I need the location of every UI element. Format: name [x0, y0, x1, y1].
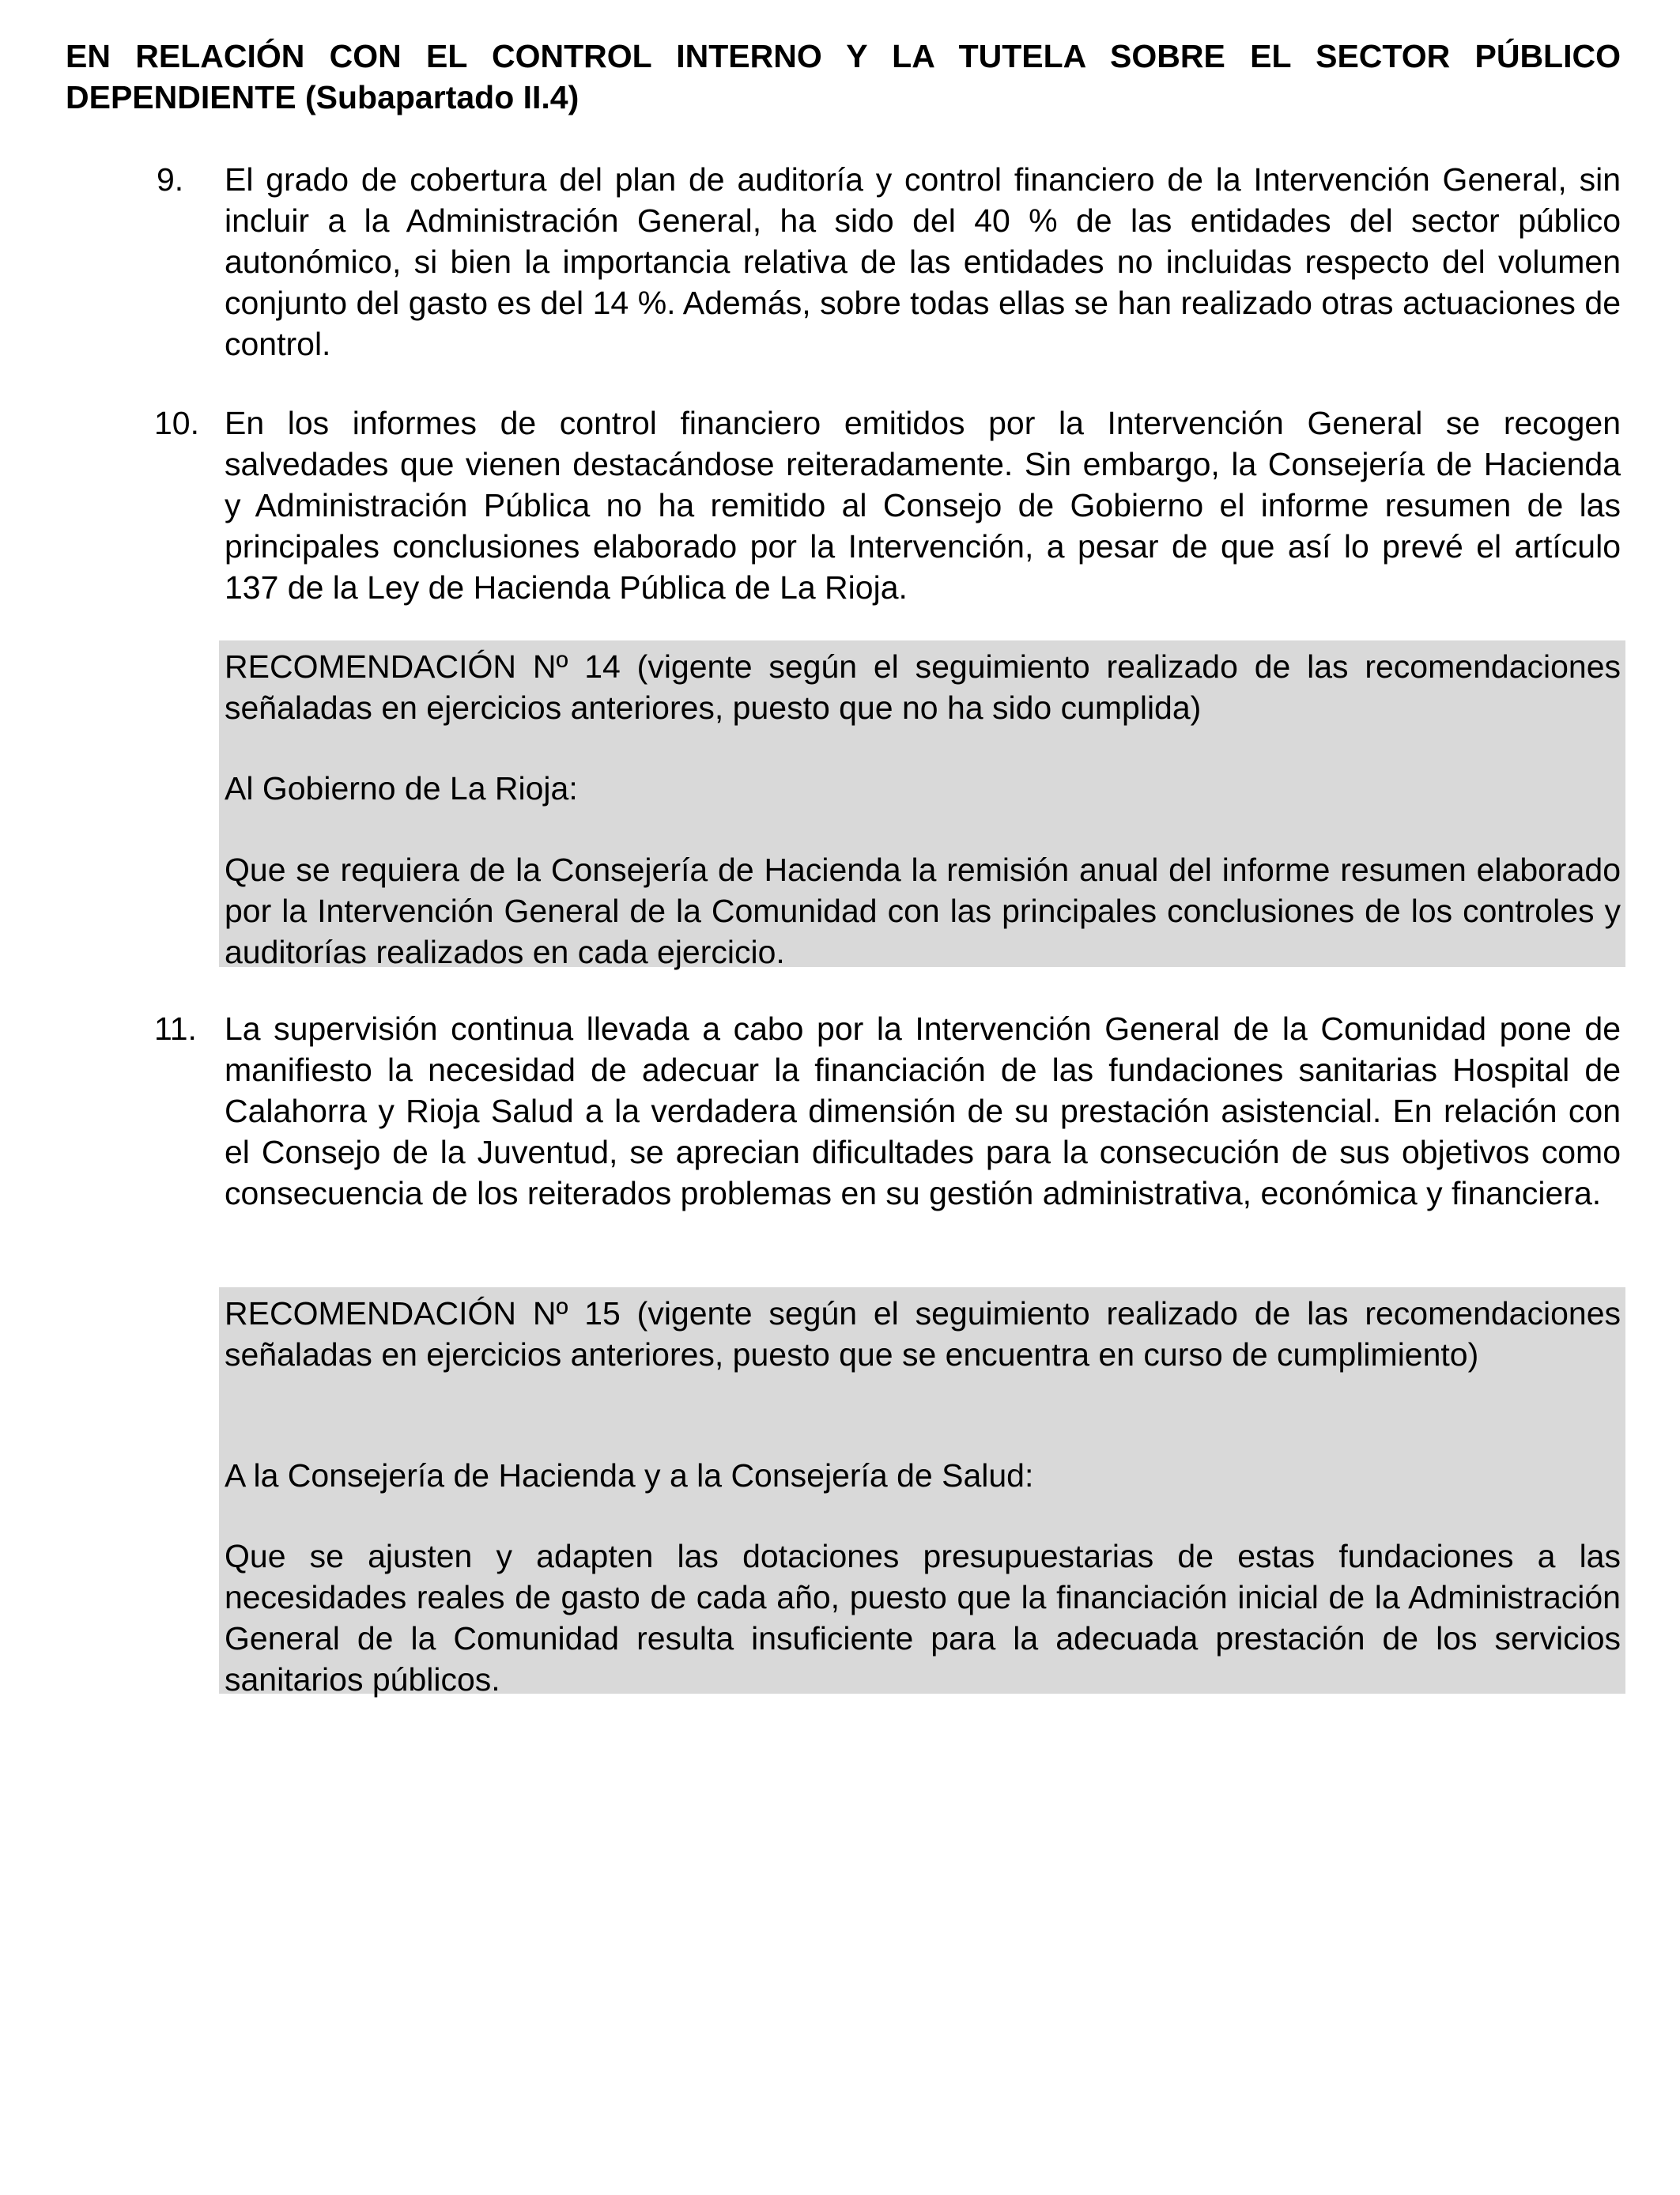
- recommendation-box: [219, 1287, 1625, 1698]
- recommendation-title: RECOMENDACIÓN Nº 15 (vigente según el seguimiento realizado de las recomendaciones señaladas en ejercicios anteriores, puesto que se encuentra en curso de cumplimiento): [225, 1295, 1621, 1373]
- recommendation-body: Que se ajusten y adapten las dotaciones presupuestarias de estas fundaciones a las necesidades reales de gasto de cada año, puesto que la financiación inicial de la Administración General de la Comunidad resulta insuficiente para la adecuada prestación de los servicios sanitarios públicos.: [225, 1538, 1621, 1698]
- recommendation-box: [219, 640, 1625, 970]
- recommendation-title: RECOMENDACIÓN Nº 14 (vigente según el seguimiento realizado de las recomendaciones señaladas en ejercicios anteriores, puesto que no ha sido cumplida): [225, 648, 1621, 726]
- item-number: 9.: [157, 161, 184, 198]
- recommendation-addressee: Al Gobierno de La Rioja:: [225, 770, 578, 807]
- item-number: 10.: [154, 405, 199, 441]
- item-number: 11.: [154, 1011, 197, 1047]
- recommendation-addressee: A la Consejería de Hacienda y a la Consejería de Salud:: [225, 1457, 1034, 1494]
- item-text: La supervisión continua llevada a cabo por la Intervención General de la Comunidad pone de manifiesto la necesidad de adecuar la financiación de las fundaciones sanitarias Hospital de Calahorra y Rioja Salud a la verdadera dimensión de su prestación asistencial. En relación con el Consejo de la Juventud, se aprecian dificultades para la consecución de sus objetivos como consecuencia de los reiterados problemas en su gestión administrativa, económica y financiera.: [225, 1011, 1621, 1211]
- section-heading: EN RELACIÓN CON EL CONTROL INTERNO Y LA TUTELA SOBRE EL SECTOR PÚBLICO DEPENDIENTE (Subapartado II.4): [66, 38, 1621, 115]
- item-text: En los informes de control financiero emitidos por la Intervención General se recogen salvedades que vienen destacándose reiteradamente. Sin embargo, la Consejería de Hacienda y Administración Pública no ha remitido al Consejo de Gobierno el informe resumen de las principales conclusiones elaborado por la Intervención, a pesar de que así lo prevé el artículo 137 de la Ley de Hacienda Pública de La Rioja.: [225, 405, 1621, 606]
- recommendation-body: Que se requiera de la Consejería de Hacienda la remisión anual del informe resumen elaborado por la Intervención General de la Comunidad con las principales conclusiones de los controles y auditorías realizados en cada ejercicio.: [225, 852, 1621, 970]
- item-text: El grado de cobertura del plan de auditoría y control financiero de la Intervención General, sin incluir a la Administración General, ha sido del 40 % de las entidades del sector público autonómico, si bien la importancia relativa de las entidades no incluidas respecto del volumen conjunto del gasto es del 14 %. Además, sobre todas ellas se han realizado otras actuaciones de control.: [225, 161, 1621, 362]
